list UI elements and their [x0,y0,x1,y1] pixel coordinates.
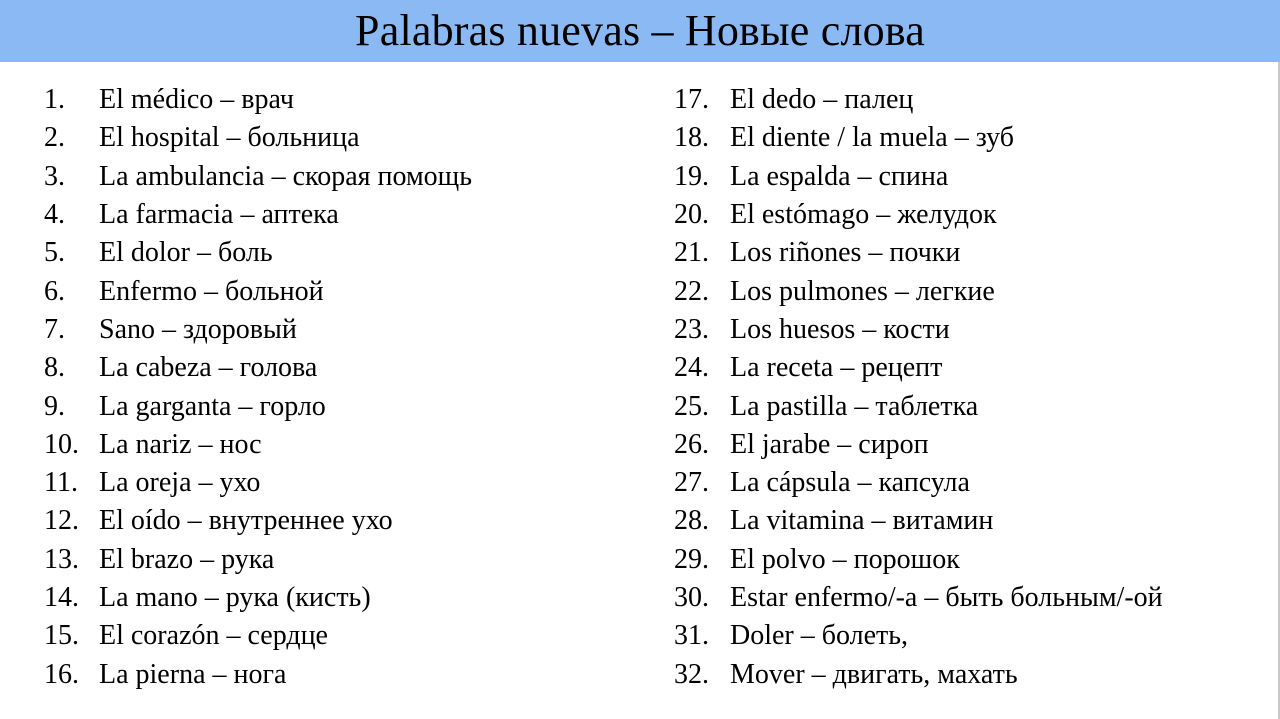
vocab-item-text: Los huesos – кости [730,313,950,345]
vocab-item-number: 21. [674,237,709,269]
vocab-item-text: La garganta – горло [99,390,326,422]
vocab-item [674,311,1163,349]
vocab-item-number: 7. [44,313,65,345]
vocab-item-text: Sano – здоровый [99,313,297,345]
vocab-item-text: El estómago – желудок [730,199,997,231]
vocab-item-text: El oído – внутреннее ухо [99,505,393,537]
vocab-item [44,272,472,310]
vocab-item [674,655,1163,693]
vocab-item-text: El jarabe – сироп [730,428,929,460]
vocab-item-text: El diente / la muela – зуб [730,122,1015,154]
vocab-item-text: La espalda – спина [730,160,949,192]
vocab-item [44,541,472,579]
vocab-item-number: 12. [44,505,79,537]
vocab-item [44,196,472,234]
vocab-item-text: Enfermo – больной [99,275,324,307]
vocab-item-text: El hospital – больница [99,122,360,154]
vocab-item [44,464,472,502]
vocab-item [674,81,1163,119]
vocab-item-text: El médico – врач [99,84,294,116]
vocab-item [44,311,472,349]
vocab-item [674,387,1163,425]
vocab-item-number: 3. [44,160,65,192]
vocab-item [674,158,1163,196]
vocab-item-number: 31. [674,620,709,652]
vocab-item-text: La farmacia – аптека [99,199,339,231]
vocab-item [674,617,1163,655]
vocab-item-text: Mover – двигать, махать [730,658,1018,690]
vocab-item-number: 6. [44,275,65,307]
vocab-item-text: La pierna – нога [99,658,287,690]
vocab-item [44,655,472,693]
vocab-item-number: 15. [44,620,79,652]
vocab-item-number: 1. [44,84,65,116]
vocab-item [44,502,472,540]
vocab-item [674,349,1163,387]
vocab-item-number: 29. [674,543,709,575]
vocab-item-number: 5. [44,237,65,269]
vocab-item-number: 32. [674,658,709,690]
vocab-item-text: La oreja – ухо [99,467,261,499]
vocab-item-number: 10. [44,428,79,460]
vocab-item-number: 25. [674,390,709,422]
vocab-item [44,426,472,464]
vocab-item-number: 23. [674,313,709,345]
vocab-item [44,349,472,387]
vocab-item [674,502,1163,540]
vocab-item [674,464,1163,502]
vocab-item-number: 22. [674,275,709,307]
vocab-item [44,234,472,272]
vocab-item [44,158,472,196]
vocab-item [674,119,1163,157]
vocab-list-right [674,81,1163,694]
vocab-item [44,387,472,425]
vocab-item [674,196,1163,234]
vocab-item-text: Los pulmones – легкие [730,275,995,307]
vocab-item-number: 11. [44,467,78,499]
vocab-item-text: La pastilla – таблетка [730,390,979,422]
vocab-item-text: La cabeza – голова [99,352,318,384]
vocab-item [44,81,472,119]
vocab-item [674,541,1163,579]
vocab-item-text: Doler – болеть, [730,620,909,652]
vocab-item-number: 8. [44,352,65,384]
vocab-item-number: 4. [44,199,65,231]
vocab-item-number: 20. [674,199,709,231]
vocab-item-text: La cápsula – капсула [730,467,970,499]
vocab-item-number: 13. [44,543,79,575]
vocab-item [674,234,1163,272]
vocab-item [44,617,472,655]
vocab-item-text: El polvo – порошок [730,543,960,575]
vocab-item [674,272,1163,310]
vocab-item-text: La receta – рецепт [730,352,943,384]
vocab-item [674,426,1163,464]
vocab-item [44,579,472,617]
vocab-item-text: El brazo – рука [99,543,275,575]
vocab-item-number: 30. [674,582,709,613]
vocab-item-number: 9. [44,390,65,422]
vocab-item-number: 18. [674,122,709,154]
vocab-item [674,579,1163,617]
vocab-item-number: 28. [674,505,709,537]
vocab-item-text: La vitamina – витамин [730,505,994,537]
vocab-item-text: La ambulancia – скорая помощь [99,160,472,192]
vocab-item-number: 26. [674,428,709,460]
vocab-item-number: 19. [674,160,709,192]
vocab-item-number: 27. [674,467,709,499]
title-bar [0,0,1280,62]
vocab-item-text: El dolor – боль [99,237,273,269]
vocab-item-text: La nariz – нос [99,428,262,460]
vocab-item-text: Estar enfermo/-a – быть больным/-ой [730,582,1163,613]
vocab-item-number: 14. [44,582,79,613]
vocab-item-text: El dedo – палец [730,84,914,116]
vocab-item [44,119,472,157]
vocab-item-number: 2. [44,122,65,154]
vocab-item-text: La mano – рука (кисть) [99,582,371,613]
vocab-list-left [44,81,472,694]
vocab-item-number: 16. [44,658,79,690]
vocab-item-text: El corazón – сердце [99,620,328,652]
page-title: Palabras nuevas – Новые слова [355,6,925,55]
vocab-item-number: 17. [674,84,709,116]
vocab-item-number: 24. [674,352,709,384]
vocab-item-text: Los riñones – почки [730,237,961,269]
